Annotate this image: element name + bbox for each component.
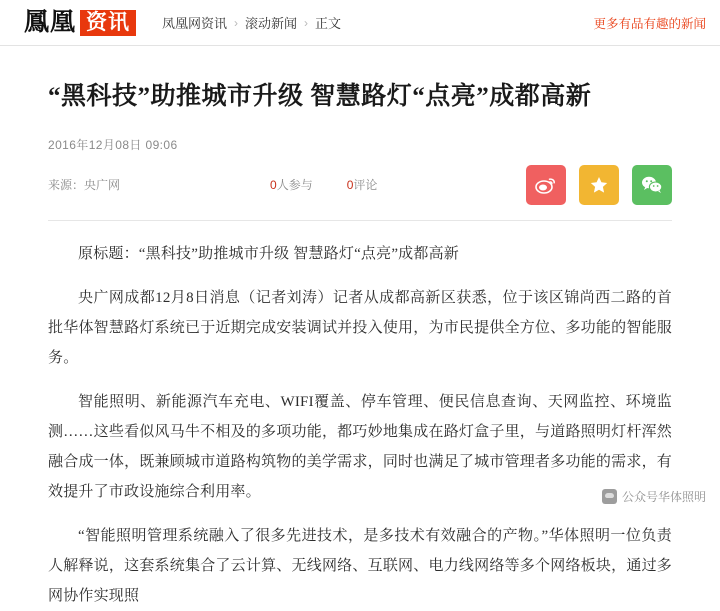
breadcrumb-item-2[interactable]: 正文: [315, 16, 342, 31]
comments-number: 0: [346, 178, 354, 193]
chevron-right-icon: ›: [234, 15, 239, 30]
logo-wordmark: 鳳凰: [24, 9, 77, 36]
article-source: 来源：央广网: [48, 178, 121, 193]
watermark-label: 公众号华体照明: [621, 490, 706, 504]
participants-label: 人参与: [276, 178, 313, 193]
publish-date: 2016年12月08日 09:06: [48, 137, 178, 152]
share-weibo-button[interactable]: [526, 165, 566, 205]
article-paragraph: 智能照明、新能源汽车充电、WIFI覆盖、停车管理、便民信息查询、天网监控、环境监测……这些看似风马牛不相及的多项功能，都巧妙地集成在路灯盒子里，与道路照明灯杆浑然融合成一体，既兼顾城市道路构筑物的美学需求，同时也满足了城市管理者多功能的需求，有效提升了市政设施综合利用率。: [48, 393, 672, 500]
article-body: [48, 239, 672, 611]
star-icon: [589, 175, 609, 195]
breadcrumb-item-0[interactable]: 凤凰网资讯: [162, 16, 228, 31]
participants-number: 0: [270, 178, 277, 193]
article-meta: [48, 136, 672, 206]
breadcrumb-item-1[interactable]: 滚动新闻: [245, 16, 298, 31]
logo-badge: 资讯: [80, 10, 136, 36]
weibo-icon: [535, 176, 557, 194]
site-logo[interactable]: [24, 10, 136, 36]
site-header: [0, 0, 720, 46]
chevron-right-icon: ›: [304, 15, 309, 30]
share-wechat-button[interactable]: [632, 165, 672, 205]
comments-label: 评论: [353, 178, 378, 193]
share-buttons: [513, 165, 672, 205]
page-title: “黑科技”助推城市升级 智慧路灯“点亮”成都高新: [48, 83, 592, 110]
article-paragraph: “智能照明管理系统融入了很多先进技术，是多技术有效融合的产物。”华体照明一位负责人解释说，这套系统集合了云计算、无线网络、互联网、电力线网络等多个网络板块，通过多网协作实现照: [48, 527, 672, 604]
engagement-counts: [270, 176, 377, 193]
comments-count[interactable]: [347, 176, 378, 193]
meta-divider: [48, 220, 672, 221]
wechat-icon: [641, 175, 663, 194]
meta-actions-row: [48, 164, 672, 206]
breadcrumb: [162, 13, 341, 32]
participants-count[interactable]: [270, 176, 313, 193]
promo-link[interactable]: 更多有品有趣的新闻: [593, 16, 706, 31]
article-container: [0, 80, 720, 611]
article-paragraph: 原标题：“黑科技”助推城市升级 智慧路灯“点亮”成都高新: [78, 245, 459, 262]
favorite-button[interactable]: [579, 165, 619, 205]
article-paragraph: 央广网成都12月8日消息（记者刘涛）记者从成都高新区获悉，位于该区锦尚西二路的首批华体智慧路灯系统已于近期完成安装调试并投入使用，为市民提供全方位、多功能的智能服务。: [48, 289, 672, 366]
